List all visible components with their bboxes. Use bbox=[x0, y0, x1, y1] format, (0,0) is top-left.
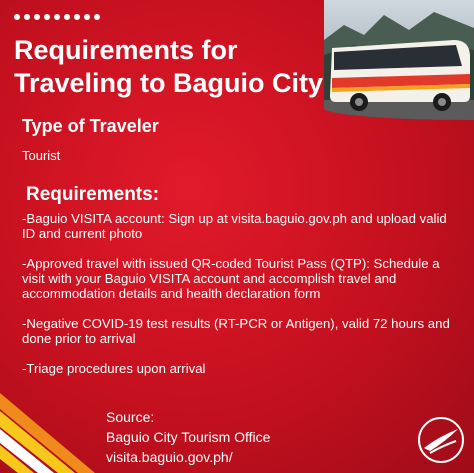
source-url: visita.baguio.gov.ph/ bbox=[106, 449, 233, 465]
list-item: -Triage procedures upon arrival bbox=[22, 361, 206, 376]
traveler-heading: Type of Traveler bbox=[22, 116, 159, 136]
source-label: Source: bbox=[106, 409, 155, 425]
list-item: -Baguio VISITA account: Sign up at visita.baguio.gov.ph and upload valid ID and current photo bbox=[22, 211, 447, 241]
source-name: Baguio City Tourism Office bbox=[106, 429, 271, 445]
title-line-2: Traveling to Baguio City bbox=[14, 68, 324, 98]
source-block bbox=[106, 407, 270, 467]
requirements-heading: Requirements: bbox=[26, 184, 160, 205]
brand-logo-icon bbox=[416, 415, 466, 465]
stripes-icon bbox=[0, 353, 120, 473]
list-item: -Approved travel with issued QR-coded Tourist Pass (QTP): Schedule a visit with your Baguio VISITA account and accomplish travel and accommodation details and health declaration form bbox=[22, 256, 440, 301]
dots-icon bbox=[14, 14, 100, 20]
list-item: -Negative COVID-19 test results (RT-PCR or Antigen), valid 72 hours and done prior to arrival bbox=[22, 316, 450, 346]
traveler-value: Tourist bbox=[22, 148, 61, 163]
bus-photo-icon bbox=[324, 0, 474, 120]
title-line-1: Requirements for bbox=[14, 35, 238, 65]
page-title bbox=[14, 34, 344, 100]
